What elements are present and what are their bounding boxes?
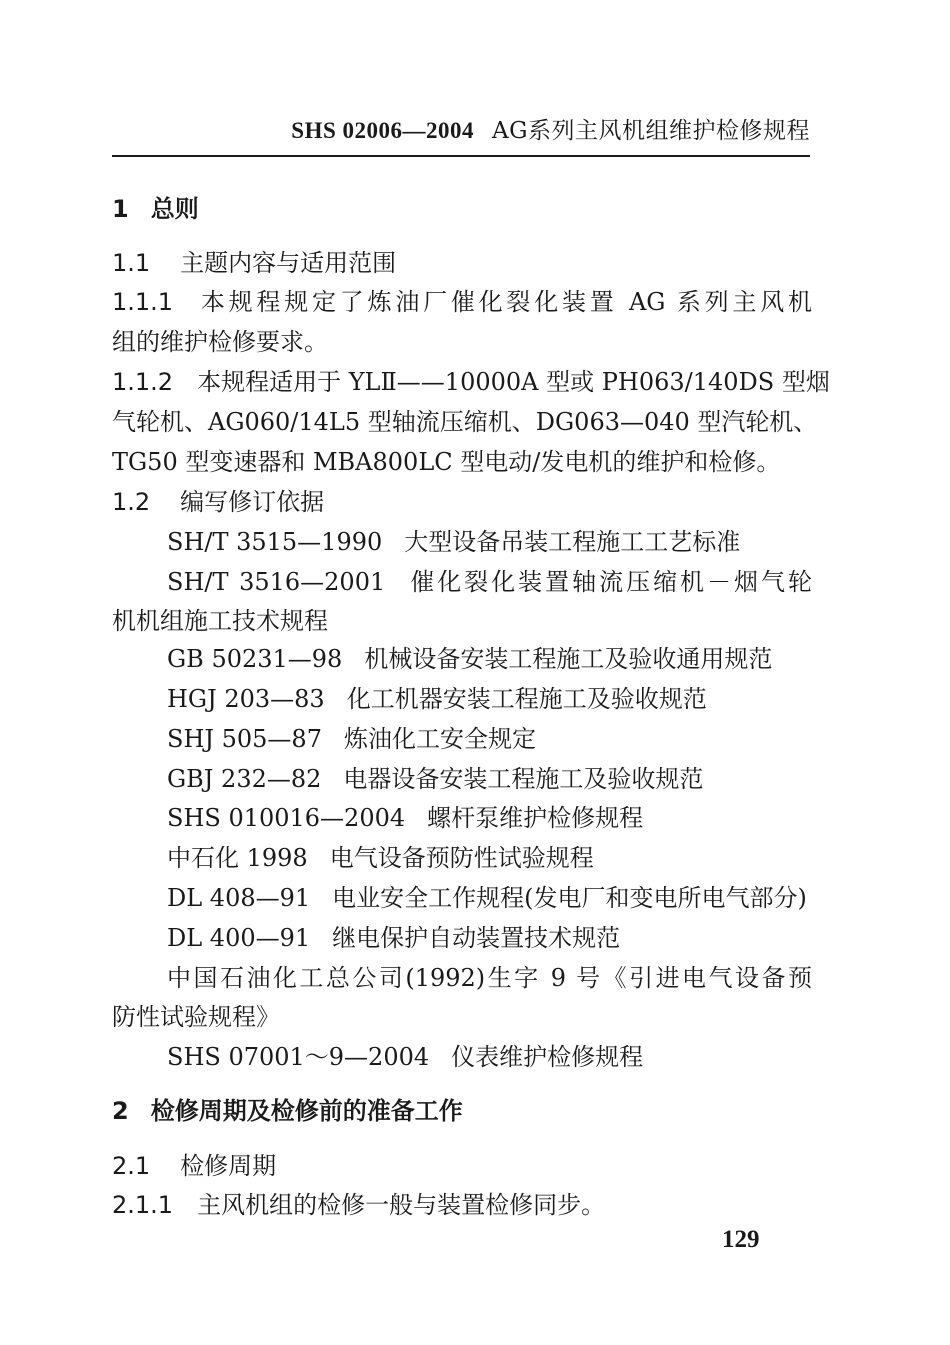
clause-1-1-2-line-1 [112, 364, 830, 400]
reference-title: 化工机器安装工程施工及验收规范 [346, 685, 707, 713]
reference-code: DL 400—91 [167, 924, 311, 952]
reference-title: 继电保护自动装置技术规范 [332, 924, 621, 952]
reference-item [167, 800, 812, 836]
clause-number: 2.1.1 [112, 1191, 174, 1219]
section-number: 2 [112, 1097, 129, 1125]
section-title: 编写修订依据 [180, 488, 325, 516]
clause-text: 本规程适用于 YLⅡ——10000A 型或 PH063/140DS 型烟 [197, 368, 830, 396]
reference-code: SH/T 3515—1990 [167, 528, 383, 556]
section-2-1-heading [112, 1148, 812, 1184]
reference-code: 中石化 1998 [167, 844, 308, 872]
reference-code: HGJ 203—83 [167, 685, 325, 713]
section-1-1-heading [112, 245, 812, 281]
reference-item [167, 564, 812, 600]
reference-item [167, 761, 812, 797]
clause-text: 本规程规定了炼油厂催化裂化装置 AG 系列主风机 [197, 288, 812, 316]
reference-title: 催化裂化装置轴流压缩机－烟气轮 [407, 568, 812, 596]
clause-number: 1.1.2 [112, 368, 174, 396]
reference-item [167, 880, 812, 916]
reference-item [167, 960, 812, 996]
section-title: 主题内容与适用范围 [180, 249, 397, 277]
clause-text: 主风机组的检修一般与装置检修同步。 [197, 1191, 606, 1219]
section-2-heading [112, 1093, 812, 1129]
section-number: 2.1 [112, 1152, 151, 1180]
reference-code: GB 50231—98 [167, 645, 343, 673]
reference-code: SH/T 3516—2001 [167, 568, 386, 596]
reference-code: SHJ 505—87 [167, 725, 322, 753]
section-title: 总则 [150, 195, 199, 223]
reference-item [167, 524, 812, 560]
reference-item [167, 721, 812, 757]
reference-continuation: 机机组施工技术规程 [112, 607, 328, 635]
page-number: 129 [722, 1226, 760, 1253]
clause-number: 1.1.1 [112, 288, 174, 316]
reference-title: 炼油化工安全规定 [343, 725, 536, 753]
reference-item [167, 920, 812, 956]
reference-code: SHS 07001～9—2004 [167, 1043, 430, 1071]
clause-1-1-1-line-2: 组的维护检修要求。 [112, 328, 328, 356]
reference-text: 中国石油化工总公司(1992)生字 9 号《引进电气设备预 [167, 964, 812, 992]
header-standard-code: SHS 02006—2004 [291, 118, 475, 143]
reference-item [167, 840, 812, 876]
reference-continuation: 防性试验规程》 [112, 1003, 280, 1031]
reference-item [167, 641, 812, 677]
reference-title: 电气设备预防性试验规程 [329, 844, 594, 872]
reference-code: GBJ 232—82 [167, 765, 322, 793]
section-1-2-heading [112, 484, 812, 520]
header-title: AG系列主风机组维护检修规程 [492, 118, 810, 144]
reference-title: 电业安全工作规程(发电厂和变电所电气部分) [332, 884, 807, 912]
reference-item [167, 681, 812, 717]
section-number: 1.1 [112, 249, 151, 277]
clause-2-1-1 [112, 1187, 812, 1223]
section-1-heading [112, 191, 812, 227]
reference-title: 仪表维护检修规程 [451, 1043, 644, 1071]
reference-code: SHS 010016—2004 [167, 804, 406, 832]
section-title: 检修周期及检修前的准备工作 [150, 1097, 463, 1125]
section-number: 1.2 [112, 488, 151, 516]
reference-title: 大型设备吊装工程施工工艺标准 [404, 528, 741, 556]
running-header [112, 112, 810, 145]
reference-code: DL 408—91 [167, 884, 311, 912]
reference-title: 机械设备安装工程施工及验收通用规范 [364, 645, 773, 673]
clause-1-1-2-line-2: 气轮机、AG060/14L5 型轴流压缩机、DG063—040 型汽轮机、 [112, 408, 818, 436]
reference-title: 电器设备安装工程施工及验收规范 [343, 765, 704, 793]
section-number: 1 [112, 195, 129, 223]
reference-item [167, 1039, 812, 1075]
clause-1-1-1-line-1 [112, 284, 812, 320]
header-rule [112, 155, 810, 157]
clause-1-1-2-line-3: TG50 型变速器和 MBA800LC 型电动/发电机的维护和检修。 [112, 448, 781, 476]
section-title: 检修周期 [180, 1152, 277, 1180]
reference-title: 螺杆泵维护检修规程 [427, 804, 644, 832]
